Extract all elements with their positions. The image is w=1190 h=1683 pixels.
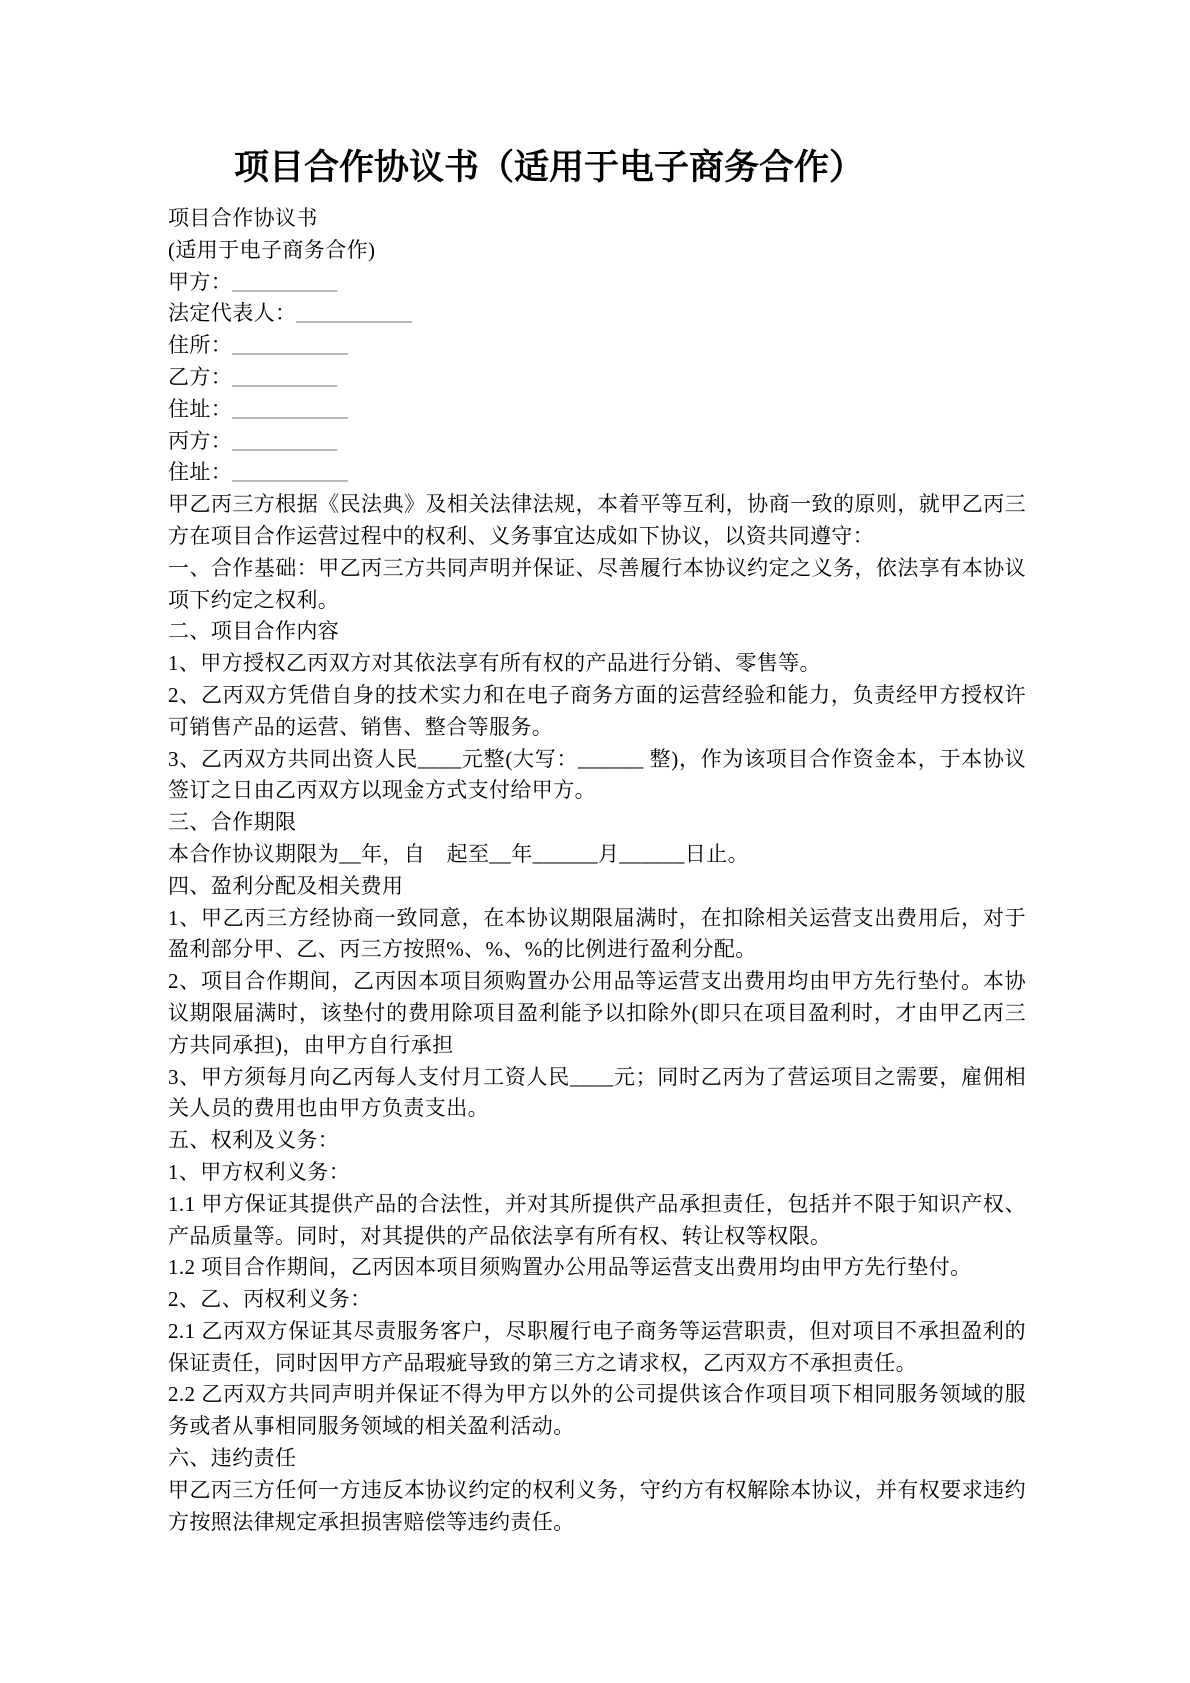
party-field-label: 住址： (168, 460, 233, 485)
party-field-row (168, 394, 1026, 426)
document-title: 项目合作协议书（适用于电子商务合作） (233, 148, 864, 187)
party-field-blank: ___________ (232, 396, 348, 421)
party-field-row (168, 362, 1026, 394)
document-content (168, 140, 1026, 1538)
contract-clause-4-2: 2、项目合作期间，乙丙因本项目须购置办公用品等运营支出费用均由甲方先行垫付。本协议期限届满时，该垫付的费用除项目盈利能予以扣除外(即只在项目盈利时，才由甲乙丙三方共同承担)，由甲方自行承担 (168, 969, 1026, 1057)
contract-clause-2-1: 1、甲方授权乙丙双方对其依法享有所有权的产品进行分销、零售等。 (168, 651, 821, 676)
party-field-row (168, 330, 1026, 362)
party-field-label: 甲方： (168, 269, 233, 294)
contract-section-1-basis: 一、合作基础：甲乙丙三方共同声明并保证、尽善履行本协议约定之义务，依法享有本协议项下约定之权利。 (168, 555, 1026, 612)
party-field-row (168, 298, 1026, 330)
party-field-label: 丙方： (168, 428, 233, 453)
party-field-label: 法定代表人： (168, 301, 297, 326)
contract-section-5-heading: 五、权利及义务： (168, 1128, 340, 1153)
contract-section-4-heading: 四、盈利分配及相关费用 (168, 873, 404, 898)
contract-clause-2-2: 2、乙丙双方凭借自身的技术实力和在电子商务方面的运营经验和能力，负责经甲方授权许可销售产品的运营、销售、整合等服务。 (168, 682, 1026, 739)
party-field-blank: __________ (232, 428, 338, 453)
contract-clause-5-1-heading: 1、甲方权利义务： (168, 1159, 351, 1184)
party-field-label: 乙方： (168, 364, 233, 389)
party-field-row (168, 426, 1026, 458)
contract-section-2-heading: 二、项目合作内容 (168, 619, 340, 644)
contract-clause-3-term: 本合作协议期限为__年，自 起至__年______月______日止。 (168, 841, 749, 866)
contract-section-3-heading: 三、合作期限 (168, 810, 297, 835)
contract-paragraph-preamble: 甲乙丙三方根据《民法典》及相关法律法规，本着平等互利，协商一致的原则，就甲乙丙三方在项目合作运营过程中的权利、义务事宜达成如下协议，以资共同遵守： (168, 492, 1026, 548)
contract-clause-6-breach: 甲乙丙三方任何一方违反本协议约定的权利义务，守约方有权解除本协议，并有权要求违约方按照法律规定承担损害赔偿等违约责任。 (168, 1477, 1026, 1534)
party-field-row (168, 457, 1026, 489)
subtitle-line: (适用于电子商务合作) (168, 237, 376, 262)
contract-clause-5-1-2: 1.2 项目合作期间，乙丙因本项目须购置办公用品等运营支出费用均由甲方先行垫付。 (168, 1255, 972, 1280)
contract-clause-5-1-1: 1.1 甲方保证其提供产品的合法性，并对其所提供产品承担责任，包括并不限于知识产权、产品质量等。同时，对其提供的产品依法享有所有权、转让权等权限。 (168, 1191, 1026, 1248)
party-field-blank: ___________ (232, 460, 348, 485)
party-field-blank: ___________ (232, 333, 348, 358)
contract-clause-5-2-1: 2.1 乙丙双方保证其尽责服务客户，尽职履行电子商务等运营职责，但对项目不承担盈利的保证责任，同时因甲方产品瑕疵导致的第三方之请求权，乙丙双方不承担责任。 (168, 1318, 1026, 1375)
party-field-blank: __________ (232, 269, 338, 294)
party-field-label: 住所： (168, 333, 233, 358)
party-field-blank: ___________ (296, 301, 412, 326)
contract-clause-5-2-heading: 2、乙、丙权利义务： (168, 1287, 372, 1312)
party-field-blank: __________ (232, 364, 338, 389)
party-field-row (168, 267, 1026, 299)
contract-clause-4-1: 1、甲乙丙三方经协商一致同意，在本协议期限届满时，在扣除相关运营支出费用后，对于盈利部分甲、乙、丙三方按照%、%、%的比例进行盈利分配。 (168, 905, 1026, 962)
subtitle-line: 项目合作协议书 (168, 206, 318, 230)
contract-section-6-heading: 六、违约责任 (168, 1446, 297, 1471)
party-field-label: 住址： (168, 396, 233, 421)
contract-clause-4-3: 3、甲方须每月向乙丙每人支付月工资人民____元；同时乙丙为了营运项目之需要，雇佣相关人员的费用也由甲方负责支出。 (168, 1064, 1026, 1121)
contract-clause-2-3: 3、乙丙双方共同出资人民____元整(大写：______ 整)，作为该项目合作资金本，于本协议签订之日由乙丙双方以现金方式支付给甲方。 (168, 746, 1026, 803)
contract-clause-5-2-2: 2.2 乙丙双方共同声明并保证不得为甲方以外的公司提供该合作项目项下相同服务领域的服务或者从事相同服务领域的相关盈利活动。 (168, 1382, 1026, 1439)
